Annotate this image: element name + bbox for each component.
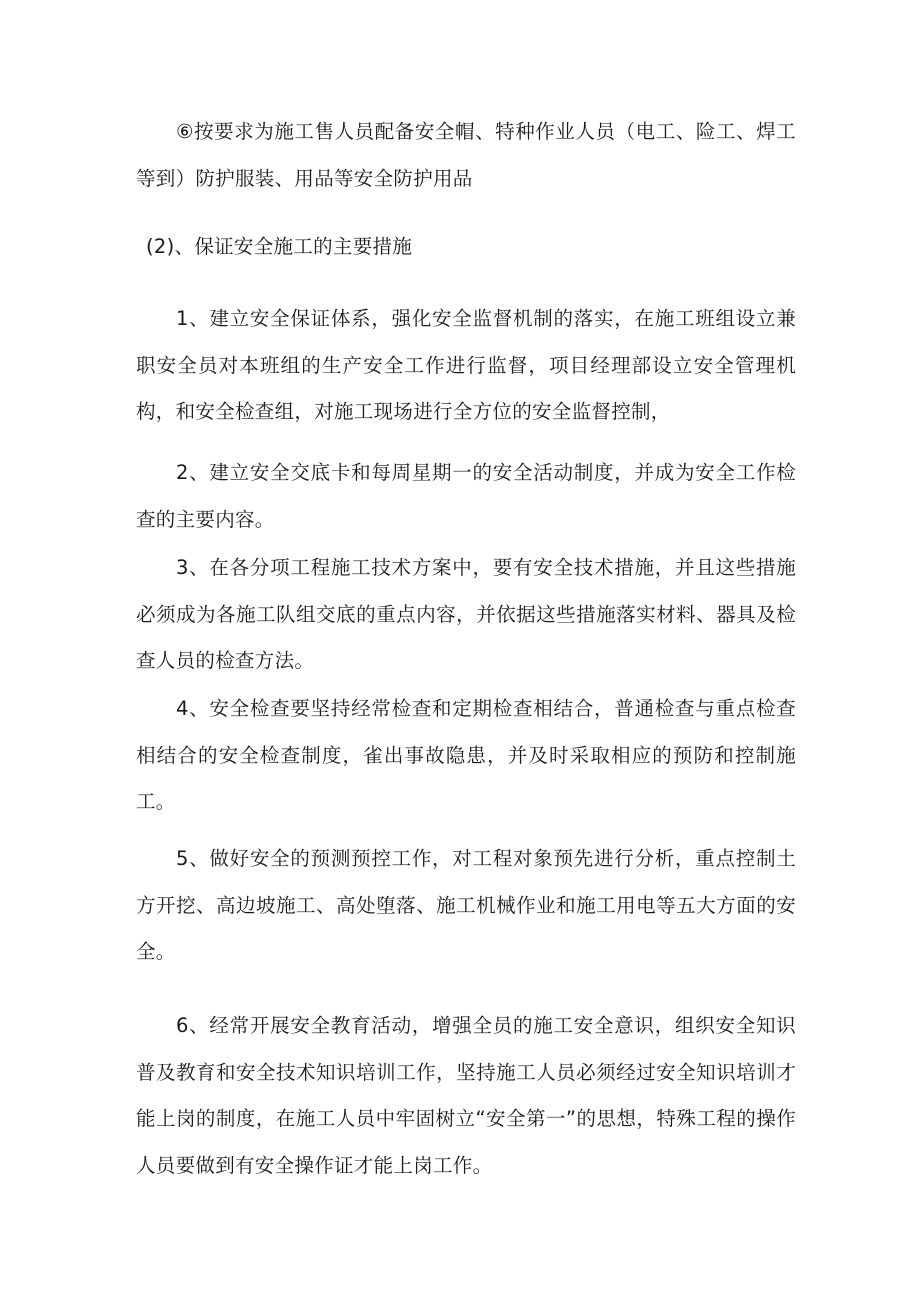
paragraph-measure-2: 2、建立安全交底卡和每周星期一的安全活动制度，并成为安全工作检查的主要内容。 (136, 461, 796, 531)
paragraph-measure-6: 6、经常开展安全教育活动，增强全员的施工安全意识，组织安全知识普及教育和安全技术知识培训工作，坚持施工人员必须经过安全知识培训才能上岗的制度，在施工人员中牢固树立“安全第一”的思想，特殊工程的操作人员要做到有安全操作证才能上岗工作。 (136, 1014, 796, 1177)
paragraph-measure-3: 3、在各分项工程施工技术方案中，要有安全技术措施，并且这些措施必须成为各施工队组交底的重点内容，并依据这些措施落实材料、器具及检查人员的检查方法。 (136, 556, 796, 672)
paragraph-measure-1: 1、建立安全保证体系，强化安全监督机制的落实，在施工班组设立兼职安全员对本班组的生产安全工作进行监督，项目经理部设立安全管理机构，和安全检查组，对施工现场进行全方位的安全监督控制， (136, 307, 796, 423)
paragraph-measure-5: 5、做好安全的预测预控工作，对工程对象预先进行分析，重点控制土方开挖、高边坡施工、高处堕落、施工机械作业和施工用电等五大方面的安全。 (136, 847, 796, 963)
paragraph-protective-equipment: ⑥按要求为施工售人员配备安全帽、特种作业人员（电工、险工、焊工等到）防护服装、用品等安全防护用品 (136, 120, 796, 190)
paragraph-measure-4: 4、安全检查要坚持经常检查和定期检查相结合，普通检查与重点检查相结合的安全检查制度，雀出事故隐患，并及时采取相应的预防和控制施工。 (136, 697, 796, 813)
section-heading-safety-measures: (2)、保证安全施工的主要措施 (146, 235, 413, 258)
